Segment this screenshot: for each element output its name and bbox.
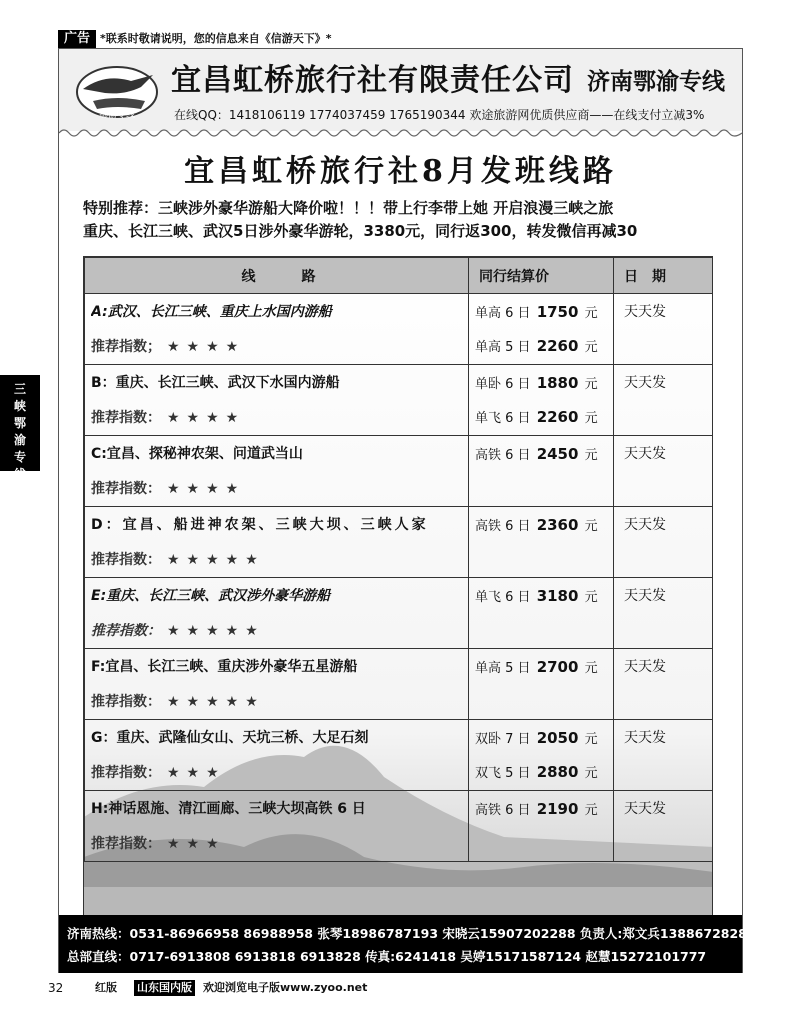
rating-stars: ★★★	[167, 836, 226, 852]
price-cell	[469, 649, 614, 720]
top-notice-bar	[0, 28, 800, 50]
table-row	[85, 294, 714, 365]
date-cell	[614, 507, 714, 578]
price-unit: 元	[584, 766, 598, 781]
price-label: 单高 6 日	[475, 306, 531, 321]
side-tab-char: 鄂	[13, 416, 26, 430]
price-cell	[469, 578, 614, 649]
price-line	[475, 365, 613, 399]
price-unit: 元	[584, 411, 598, 426]
rating-stars: ★★★★★	[167, 552, 265, 568]
price-unit: 元	[584, 377, 598, 392]
side-section-tab	[0, 375, 40, 481]
route-name: B：重庆、长江三峡、武汉下水国内游船	[91, 375, 340, 391]
price-line	[475, 507, 613, 541]
hq-hotline: 总部直线：0717-6913808 6913818 6913828 传真:6241418 吴婷15171587124 赵慧15272101777	[67, 949, 707, 964]
departure-date: 天天发	[624, 730, 666, 746]
price-line	[475, 328, 613, 362]
price-unit: 元	[584, 306, 598, 321]
date-cell	[614, 365, 714, 436]
table-row	[85, 578, 714, 649]
route-name: H:神话恩施、清江画廊、三峡大坝高铁 6 日	[91, 801, 366, 817]
route-name: C:宜昌、探秘神农架、问道武当山	[91, 446, 303, 462]
price-label: 高铁 6 日	[475, 519, 531, 534]
website-link[interactable]: 欢迎浏览电子版www.zyoo.net	[203, 981, 368, 994]
route-rating	[91, 827, 468, 861]
company-header	[59, 49, 742, 131]
price-label: 双飞 5 日	[475, 766, 531, 781]
rating-stars: ★★★★★	[167, 694, 265, 710]
price-line	[475, 720, 613, 754]
price-value: 2260	[536, 408, 579, 426]
price-unit: 元	[584, 340, 598, 355]
departure-date: 天天发	[624, 801, 666, 817]
route-name: A:武汉、长江三峡、重庆上水国内游船	[91, 304, 332, 320]
side-tab-char: 三	[13, 382, 26, 396]
price-label: 高铁 6 日	[475, 803, 531, 818]
route-table	[84, 257, 713, 862]
table-row	[85, 791, 714, 862]
price-value: 2700	[536, 658, 579, 676]
rating-stars: ★★★★	[167, 410, 246, 426]
route-rating	[91, 472, 468, 506]
price-cell	[469, 365, 614, 436]
departure-date: 天天发	[624, 446, 666, 462]
edition-label: 红版	[95, 981, 117, 994]
route-name: F:宜昌、长江三峡、重庆涉外豪华五星游船	[91, 659, 358, 675]
price-unit: 元	[584, 590, 598, 605]
departure-date: 天天发	[624, 304, 666, 320]
date-cell	[614, 436, 714, 507]
rating-label: 推荐指数：	[91, 836, 161, 852]
route-cell	[85, 294, 469, 365]
wave-divider	[59, 127, 742, 139]
page-title: 宜昌虹桥旅行社8月发班线路	[184, 154, 617, 189]
price-label: 单高 5 日	[475, 661, 531, 676]
route-cell	[85, 507, 469, 578]
section-label: 山东国内版	[134, 980, 195, 996]
promo-line-2: 重庆、长江三峡、武汉5日涉外豪华游轮，3380元，同行返300，转发微信再减30	[83, 222, 638, 240]
route-name: E:重庆、长江三峡、武汉涉外豪华游船	[91, 588, 331, 604]
price-unit: 元	[584, 661, 598, 676]
date-cell	[614, 791, 714, 862]
price-line	[475, 399, 613, 433]
route-name: D：宜昌、船进神农架、三峡大坝、三峡人家	[91, 517, 429, 533]
rating-label: 推荐指数；	[91, 339, 161, 355]
rating-stars: ★★★★★	[167, 623, 265, 639]
table-header-row	[85, 258, 714, 294]
rating-label: 推荐指数：	[91, 694, 161, 710]
date-cell	[614, 294, 714, 365]
source-notice: *联系时敬请说明，您的信息来自《信游天下》*	[100, 32, 332, 45]
price-unit: 元	[584, 519, 598, 534]
price-line	[475, 754, 613, 788]
route-cell	[85, 436, 469, 507]
price-value: 2880	[536, 763, 579, 781]
price-cell	[469, 720, 614, 791]
price-value: 2190	[536, 800, 579, 818]
date-cell	[614, 649, 714, 720]
route-tag: 济南鄂渝专线	[587, 68, 725, 95]
price-label: 单飞 6 日	[475, 590, 531, 605]
price-line	[475, 649, 613, 683]
price-label: 单飞 6 日	[475, 411, 531, 426]
route-rating	[91, 685, 468, 719]
table-row	[85, 507, 714, 578]
route-rating	[91, 614, 468, 648]
route-cell	[85, 720, 469, 791]
side-tab-char: 渝	[13, 433, 26, 447]
page-number: 32	[48, 981, 64, 995]
date-cell	[614, 720, 714, 791]
departure-date: 天天发	[624, 375, 666, 391]
price-label: 双卧 7 日	[475, 732, 531, 747]
price-unit: 元	[584, 448, 598, 463]
side-tab-char: 峡	[13, 399, 26, 413]
ad-label: 广告	[58, 30, 96, 48]
table-row	[85, 649, 714, 720]
price-value: 2260	[536, 337, 579, 355]
promo-line-1: 特别推荐：三峡涉外豪华游船大降价啦！！！带上行李带上她 开启浪漫三峡之旅	[83, 199, 614, 217]
route-name: G：重庆、武隆仙女山、天坑三桥、大足石刻	[91, 730, 369, 746]
logo-text: 鄂渝专线	[98, 110, 136, 119]
side-tab-char: 线	[13, 467, 26, 481]
table-row	[85, 365, 714, 436]
price-unit: 元	[584, 803, 598, 818]
price-label: 单高 5 日	[475, 340, 531, 355]
route-cell	[85, 791, 469, 862]
price-cell	[469, 507, 614, 578]
price-cell	[469, 294, 614, 365]
route-cell	[85, 649, 469, 720]
route-rating	[91, 401, 468, 435]
jinan-hotline: 济南热线：0531-86966958 86988958 张琴18986787193 宋晓云15907202288 负责人:郑文兵13886728289	[67, 926, 756, 941]
table-row	[85, 720, 714, 791]
price-line	[475, 791, 613, 825]
price-cell	[469, 436, 614, 507]
route-table-wrapper	[83, 256, 713, 916]
price-cell	[469, 791, 614, 862]
rating-label: 推荐指数：	[91, 765, 161, 781]
header-price: 同行结算价	[469, 258, 614, 294]
price-unit: 元	[584, 732, 598, 747]
departure-date: 天天发	[624, 517, 666, 533]
table-row	[85, 436, 714, 507]
rating-label: 推荐指数：	[91, 410, 161, 426]
rating-stars: ★★★★	[167, 481, 246, 497]
side-tab-char: 专	[13, 450, 26, 464]
route-rating	[91, 543, 468, 577]
company-name: 宜昌虹桥旅行社有限责任公司	[171, 63, 574, 98]
contact-footer	[59, 915, 756, 973]
date-cell	[614, 578, 714, 649]
price-value: 2450	[536, 445, 579, 463]
price-label: 高铁 6 日	[475, 448, 531, 463]
rating-stars: ★★★★	[167, 339, 246, 355]
contact-info: 在线QQ：1418106119 1774037459 1765190344 欢途旅游网优质供应商——在线支付立减3%	[174, 108, 705, 122]
route-cell	[85, 578, 469, 649]
advertisement-frame	[58, 48, 756, 973]
route-rating	[91, 756, 468, 790]
price-value: 3180	[536, 587, 579, 605]
route-cell	[85, 365, 469, 436]
rating-stars: ★★★	[167, 765, 226, 781]
price-line	[475, 436, 613, 470]
price-line	[475, 578, 613, 612]
rating-label: 推荐指数：	[91, 623, 161, 639]
company-logo-icon	[75, 65, 159, 119]
price-line	[475, 294, 613, 328]
rating-label: 推荐指数：	[91, 552, 161, 568]
departure-date: 天天发	[624, 659, 666, 675]
route-rating	[91, 330, 468, 364]
price-value: 2360	[536, 516, 579, 534]
price-value: 1880	[536, 374, 579, 392]
departure-date: 天天发	[624, 588, 666, 604]
rating-label: 推荐指数：	[91, 481, 161, 497]
price-value: 2050	[536, 729, 579, 747]
header-date: 日 期	[614, 258, 714, 294]
header-route: 线 路	[85, 258, 469, 294]
price-value: 1750	[536, 303, 579, 321]
price-label: 单卧 6 日	[475, 377, 531, 392]
